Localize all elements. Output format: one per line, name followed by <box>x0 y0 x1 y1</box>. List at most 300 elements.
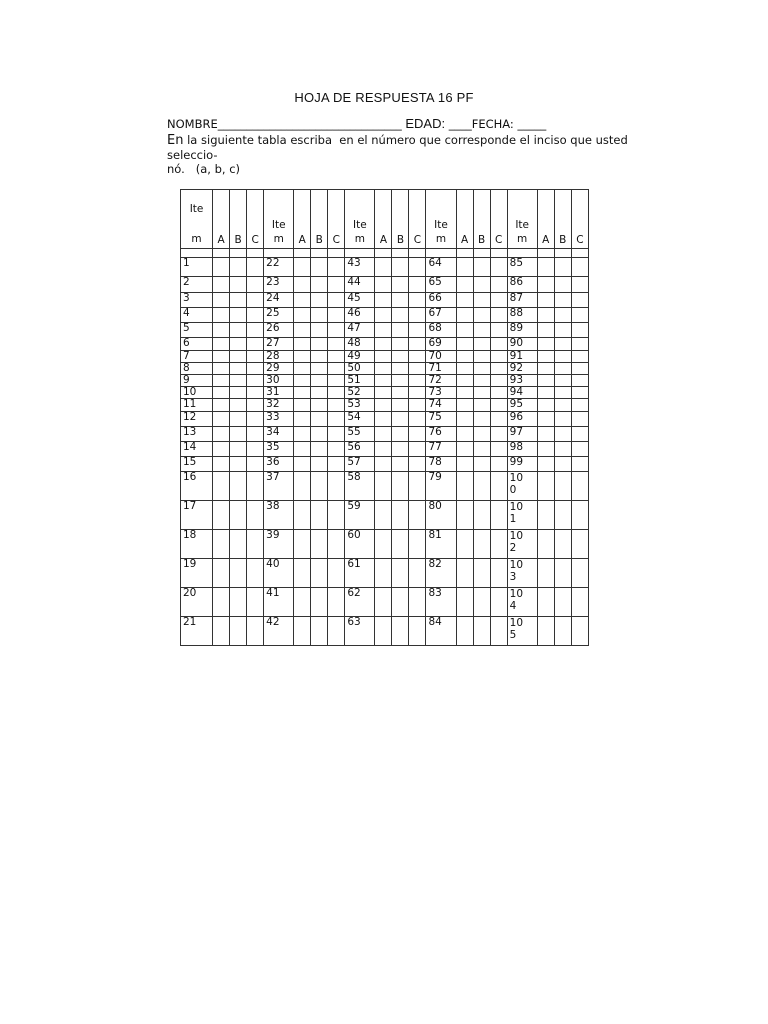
answer-cell-b[interactable] <box>230 530 247 559</box>
answer-cell-a[interactable] <box>213 351 230 363</box>
answer-cell-a[interactable] <box>375 501 392 530</box>
answer-cell-c[interactable] <box>409 427 426 442</box>
answer-cell-a[interactable] <box>537 323 554 338</box>
answer-cell-a[interactable] <box>537 588 554 617</box>
answer-cell-a[interactable] <box>456 363 473 375</box>
answer-cell-b[interactable] <box>311 427 328 442</box>
answer-cell-b[interactable] <box>392 472 409 501</box>
answer-cell-c[interactable] <box>571 501 588 530</box>
answer-cell-a[interactable] <box>294 617 311 646</box>
answer-cell-b[interactable] <box>554 258 571 277</box>
answer-cell-b[interactable] <box>554 308 571 323</box>
answer-cell-a[interactable] <box>456 412 473 427</box>
answer-cell-c[interactable] <box>490 427 507 442</box>
answer-cell-a[interactable] <box>456 617 473 646</box>
answer-cell-b[interactable] <box>230 375 247 387</box>
answer-cell-b[interactable] <box>392 277 409 293</box>
answer-cell-b[interactable] <box>392 412 409 427</box>
answer-cell-c[interactable] <box>571 375 588 387</box>
answer-cell-b[interactable] <box>311 457 328 472</box>
answer-cell-a[interactable] <box>294 412 311 427</box>
answer-cell-a[interactable] <box>456 427 473 442</box>
answer-cell-b[interactable] <box>392 501 409 530</box>
answer-cell-b[interactable] <box>554 363 571 375</box>
answer-cell-b[interactable] <box>554 399 571 412</box>
answer-cell-a[interactable] <box>213 399 230 412</box>
answer-cell-c[interactable] <box>409 559 426 588</box>
answer-cell-b[interactable] <box>230 472 247 501</box>
answer-cell-b[interactable] <box>473 323 490 338</box>
answer-cell-a[interactable] <box>213 308 230 323</box>
answer-cell-b[interactable] <box>554 277 571 293</box>
answer-cell-c[interactable] <box>328 588 345 617</box>
answer-cell-b[interactable] <box>473 588 490 617</box>
answer-cell-a[interactable] <box>294 375 311 387</box>
answer-cell-a[interactable] <box>456 323 473 338</box>
answer-cell-b[interactable] <box>473 399 490 412</box>
answer-cell-c[interactable] <box>247 412 264 427</box>
answer-cell-a[interactable] <box>213 375 230 387</box>
answer-cell-a[interactable] <box>537 501 554 530</box>
answer-cell-c[interactable] <box>328 387 345 399</box>
answer-cell-c[interactable] <box>328 457 345 472</box>
answer-cell-b[interactable] <box>311 399 328 412</box>
answer-cell-c[interactable] <box>409 387 426 399</box>
answer-cell-a[interactable] <box>537 427 554 442</box>
answer-cell-c[interactable] <box>247 457 264 472</box>
answer-cell-c[interactable] <box>328 442 345 457</box>
answer-cell-b[interactable] <box>473 308 490 323</box>
answer-cell-a[interactable] <box>456 588 473 617</box>
answer-cell-c[interactable] <box>409 293 426 308</box>
answer-cell-a[interactable] <box>213 472 230 501</box>
answer-cell-a[interactable] <box>213 457 230 472</box>
answer-cell-a[interactable] <box>375 351 392 363</box>
answer-cell-b[interactable] <box>473 472 490 501</box>
answer-cell-b[interactable] <box>392 351 409 363</box>
answer-cell-a[interactable] <box>213 588 230 617</box>
answer-cell-b[interactable] <box>554 427 571 442</box>
answer-cell-a[interactable] <box>375 399 392 412</box>
answer-cell-b[interactable] <box>311 308 328 323</box>
answer-cell-c[interactable] <box>571 530 588 559</box>
answer-cell-a[interactable] <box>375 387 392 399</box>
answer-cell-b[interactable] <box>392 559 409 588</box>
answer-cell-a[interactable] <box>294 323 311 338</box>
answer-cell-a[interactable] <box>537 472 554 501</box>
answer-cell-c[interactable] <box>328 308 345 323</box>
answer-cell-c[interactable] <box>409 530 426 559</box>
answer-cell-b[interactable] <box>230 457 247 472</box>
answer-cell-c[interactable] <box>490 258 507 277</box>
answer-cell-a[interactable] <box>537 293 554 308</box>
answer-cell-c[interactable] <box>328 293 345 308</box>
answer-cell-b[interactable] <box>311 501 328 530</box>
answer-cell-b[interactable] <box>554 530 571 559</box>
answer-cell-a[interactable] <box>375 293 392 308</box>
answer-cell-a[interactable] <box>456 457 473 472</box>
answer-cell-b[interactable] <box>554 338 571 351</box>
answer-cell-a[interactable] <box>456 472 473 501</box>
answer-cell-a[interactable] <box>294 559 311 588</box>
answer-cell-c[interactable] <box>328 412 345 427</box>
answer-cell-b[interactable] <box>392 308 409 323</box>
answer-cell-c[interactable] <box>490 323 507 338</box>
answer-cell-a[interactable] <box>375 457 392 472</box>
answer-cell-c[interactable] <box>571 293 588 308</box>
answer-cell-b[interactable] <box>392 399 409 412</box>
answer-cell-c[interactable] <box>247 442 264 457</box>
answer-cell-b[interactable] <box>392 363 409 375</box>
answer-cell-c[interactable] <box>571 588 588 617</box>
answer-cell-b[interactable] <box>473 457 490 472</box>
answer-cell-b[interactable] <box>230 442 247 457</box>
answer-cell-a[interactable] <box>213 617 230 646</box>
answer-cell-a[interactable] <box>213 293 230 308</box>
answer-cell-a[interactable] <box>375 258 392 277</box>
answer-cell-c[interactable] <box>571 617 588 646</box>
answer-cell-b[interactable] <box>473 338 490 351</box>
answer-cell-a[interactable] <box>537 363 554 375</box>
answer-cell-c[interactable] <box>328 530 345 559</box>
answer-cell-b[interactable] <box>554 472 571 501</box>
answer-cell-a[interactable] <box>375 588 392 617</box>
answer-cell-c[interactable] <box>328 472 345 501</box>
answer-cell-b[interactable] <box>392 323 409 338</box>
answer-cell-b[interactable] <box>473 363 490 375</box>
answer-cell-c[interactable] <box>247 559 264 588</box>
answer-cell-c[interactable] <box>247 530 264 559</box>
answer-cell-c[interactable] <box>247 501 264 530</box>
answer-cell-b[interactable] <box>473 258 490 277</box>
answer-cell-a[interactable] <box>213 338 230 351</box>
answer-cell-b[interactable] <box>554 442 571 457</box>
answer-cell-a[interactable] <box>456 442 473 457</box>
answer-cell-c[interactable] <box>328 427 345 442</box>
answer-cell-a[interactable] <box>537 617 554 646</box>
answer-cell-c[interactable] <box>490 375 507 387</box>
answer-cell-a[interactable] <box>537 530 554 559</box>
answer-cell-c[interactable] <box>247 387 264 399</box>
answer-cell-c[interactable] <box>328 338 345 351</box>
answer-cell-c[interactable] <box>490 363 507 375</box>
answer-cell-c[interactable] <box>247 308 264 323</box>
answer-cell-c[interactable] <box>328 399 345 412</box>
answer-cell-c[interactable] <box>409 308 426 323</box>
answer-cell-c[interactable] <box>409 617 426 646</box>
answer-cell-b[interactable] <box>230 293 247 308</box>
answer-cell-c[interactable] <box>328 351 345 363</box>
answer-cell-b[interactable] <box>473 427 490 442</box>
answer-cell-c[interactable] <box>247 399 264 412</box>
answer-cell-b[interactable] <box>392 375 409 387</box>
answer-cell-b[interactable] <box>311 363 328 375</box>
answer-cell-c[interactable] <box>247 363 264 375</box>
answer-cell-b[interactable] <box>230 323 247 338</box>
answer-cell-a[interactable] <box>294 293 311 308</box>
answer-cell-a[interactable] <box>375 375 392 387</box>
answer-cell-c[interactable] <box>571 351 588 363</box>
answer-cell-c[interactable] <box>571 457 588 472</box>
answer-cell-a[interactable] <box>456 258 473 277</box>
answer-cell-a[interactable] <box>537 387 554 399</box>
answer-cell-a[interactable] <box>213 501 230 530</box>
answer-cell-a[interactable] <box>213 277 230 293</box>
answer-cell-b[interactable] <box>230 427 247 442</box>
answer-cell-c[interactable] <box>571 427 588 442</box>
answer-cell-b[interactable] <box>392 530 409 559</box>
answer-cell-b[interactable] <box>473 375 490 387</box>
answer-cell-c[interactable] <box>409 588 426 617</box>
answer-cell-b[interactable] <box>392 387 409 399</box>
answer-cell-c[interactable] <box>571 323 588 338</box>
answer-cell-c[interactable] <box>571 308 588 323</box>
answer-cell-b[interactable] <box>311 617 328 646</box>
answer-cell-c[interactable] <box>571 442 588 457</box>
answer-cell-c[interactable] <box>490 530 507 559</box>
answer-cell-a[interactable] <box>294 530 311 559</box>
answer-cell-a[interactable] <box>456 399 473 412</box>
answer-cell-c[interactable] <box>571 559 588 588</box>
answer-cell-c[interactable] <box>571 258 588 277</box>
answer-cell-b[interactable] <box>230 308 247 323</box>
answer-cell-a[interactable] <box>537 308 554 323</box>
answer-cell-b[interactable] <box>554 323 571 338</box>
answer-cell-b[interactable] <box>554 501 571 530</box>
answer-cell-a[interactable] <box>375 617 392 646</box>
answer-cell-c[interactable] <box>490 308 507 323</box>
answer-cell-c[interactable] <box>247 277 264 293</box>
answer-cell-b[interactable] <box>392 617 409 646</box>
answer-cell-c[interactable] <box>409 412 426 427</box>
answer-cell-b[interactable] <box>554 293 571 308</box>
answer-cell-c[interactable] <box>490 351 507 363</box>
answer-cell-b[interactable] <box>392 293 409 308</box>
answer-cell-c[interactable] <box>490 588 507 617</box>
answer-cell-b[interactable] <box>473 617 490 646</box>
answer-cell-b[interactable] <box>311 338 328 351</box>
answer-cell-b[interactable] <box>230 399 247 412</box>
answer-cell-b[interactable] <box>311 375 328 387</box>
answer-cell-c[interactable] <box>328 258 345 277</box>
answer-cell-a[interactable] <box>294 308 311 323</box>
answer-cell-c[interactable] <box>490 501 507 530</box>
answer-cell-c[interactable] <box>490 293 507 308</box>
answer-cell-b[interactable] <box>230 501 247 530</box>
answer-cell-b[interactable] <box>311 442 328 457</box>
answer-cell-a[interactable] <box>213 412 230 427</box>
answer-cell-a[interactable] <box>213 387 230 399</box>
answer-cell-b[interactable] <box>230 617 247 646</box>
answer-cell-a[interactable] <box>294 588 311 617</box>
answer-cell-a[interactable] <box>294 472 311 501</box>
answer-cell-a[interactable] <box>537 457 554 472</box>
answer-cell-b[interactable] <box>473 412 490 427</box>
answer-cell-b[interactable] <box>392 588 409 617</box>
answer-cell-c[interactable] <box>571 387 588 399</box>
answer-cell-a[interactable] <box>375 308 392 323</box>
answer-cell-a[interactable] <box>375 442 392 457</box>
answer-cell-a[interactable] <box>375 277 392 293</box>
answer-cell-c[interactable] <box>328 617 345 646</box>
answer-cell-c[interactable] <box>490 457 507 472</box>
answer-cell-b[interactable] <box>230 258 247 277</box>
answer-cell-a[interactable] <box>456 387 473 399</box>
answer-cell-a[interactable] <box>294 351 311 363</box>
answer-cell-b[interactable] <box>554 457 571 472</box>
answer-cell-c[interactable] <box>247 472 264 501</box>
answer-cell-a[interactable] <box>456 293 473 308</box>
answer-cell-b[interactable] <box>554 387 571 399</box>
answer-cell-c[interactable] <box>490 387 507 399</box>
answer-cell-a[interactable] <box>294 442 311 457</box>
answer-cell-b[interactable] <box>554 375 571 387</box>
answer-cell-a[interactable] <box>375 530 392 559</box>
answer-cell-a[interactable] <box>213 323 230 338</box>
answer-cell-b[interactable] <box>230 588 247 617</box>
answer-cell-b[interactable] <box>230 387 247 399</box>
answer-cell-a[interactable] <box>537 559 554 588</box>
answer-cell-a[interactable] <box>294 338 311 351</box>
answer-cell-b[interactable] <box>311 277 328 293</box>
answer-cell-a[interactable] <box>537 375 554 387</box>
answer-cell-c[interactable] <box>571 399 588 412</box>
answer-cell-a[interactable] <box>456 338 473 351</box>
answer-cell-c[interactable] <box>328 375 345 387</box>
answer-cell-c[interactable] <box>409 457 426 472</box>
answer-cell-a[interactable] <box>213 530 230 559</box>
answer-cell-a[interactable] <box>456 501 473 530</box>
answer-cell-b[interactable] <box>230 559 247 588</box>
answer-cell-c[interactable] <box>409 258 426 277</box>
answer-cell-c[interactable] <box>409 472 426 501</box>
answer-cell-a[interactable] <box>213 559 230 588</box>
answer-cell-c[interactable] <box>328 323 345 338</box>
answer-cell-b[interactable] <box>554 617 571 646</box>
answer-cell-a[interactable] <box>294 363 311 375</box>
answer-cell-b[interactable] <box>392 258 409 277</box>
answer-cell-c[interactable] <box>409 399 426 412</box>
answer-cell-a[interactable] <box>294 427 311 442</box>
answer-cell-a[interactable] <box>537 277 554 293</box>
answer-cell-b[interactable] <box>392 427 409 442</box>
answer-cell-a[interactable] <box>213 427 230 442</box>
answer-cell-c[interactable] <box>247 427 264 442</box>
answer-cell-a[interactable] <box>213 442 230 457</box>
answer-cell-b[interactable] <box>230 351 247 363</box>
answer-cell-b[interactable] <box>473 559 490 588</box>
answer-cell-c[interactable] <box>247 351 264 363</box>
answer-cell-c[interactable] <box>328 277 345 293</box>
answer-cell-c[interactable] <box>247 375 264 387</box>
answer-cell-b[interactable] <box>311 293 328 308</box>
answer-cell-a[interactable] <box>537 258 554 277</box>
answer-cell-a[interactable] <box>213 363 230 375</box>
answer-cell-a[interactable] <box>537 338 554 351</box>
answer-cell-b[interactable] <box>473 501 490 530</box>
answer-cell-b[interactable] <box>311 472 328 501</box>
answer-cell-c[interactable] <box>571 338 588 351</box>
answer-cell-c[interactable] <box>490 412 507 427</box>
answer-cell-a[interactable] <box>375 323 392 338</box>
answer-cell-b[interactable] <box>554 351 571 363</box>
answer-cell-b[interactable] <box>473 442 490 457</box>
answer-cell-b[interactable] <box>473 351 490 363</box>
answer-cell-c[interactable] <box>490 338 507 351</box>
answer-cell-c[interactable] <box>409 442 426 457</box>
answer-cell-c[interactable] <box>328 501 345 530</box>
answer-cell-c[interactable] <box>571 472 588 501</box>
answer-cell-c[interactable] <box>490 472 507 501</box>
answer-cell-a[interactable] <box>375 472 392 501</box>
answer-cell-c[interactable] <box>409 338 426 351</box>
answer-cell-c[interactable] <box>490 559 507 588</box>
answer-cell-b[interactable] <box>311 387 328 399</box>
answer-cell-a[interactable] <box>456 277 473 293</box>
answer-cell-b[interactable] <box>230 338 247 351</box>
answer-cell-b[interactable] <box>311 412 328 427</box>
answer-cell-c[interactable] <box>328 559 345 588</box>
answer-cell-c[interactable] <box>409 501 426 530</box>
answer-cell-c[interactable] <box>328 363 345 375</box>
answer-cell-a[interactable] <box>456 351 473 363</box>
answer-cell-b[interactable] <box>230 277 247 293</box>
answer-cell-c[interactable] <box>247 588 264 617</box>
answer-cell-c[interactable] <box>490 399 507 412</box>
answer-cell-b[interactable] <box>311 559 328 588</box>
answer-cell-b[interactable] <box>554 412 571 427</box>
answer-cell-c[interactable] <box>409 323 426 338</box>
answer-cell-a[interactable] <box>375 338 392 351</box>
answer-cell-a[interactable] <box>375 559 392 588</box>
answer-cell-a[interactable] <box>537 412 554 427</box>
answer-cell-a[interactable] <box>375 427 392 442</box>
answer-cell-c[interactable] <box>247 617 264 646</box>
answer-cell-a[interactable] <box>537 442 554 457</box>
answer-cell-b[interactable] <box>311 258 328 277</box>
answer-cell-c[interactable] <box>571 363 588 375</box>
answer-cell-c[interactable] <box>409 375 426 387</box>
answer-cell-c[interactable] <box>490 277 507 293</box>
answer-cell-b[interactable] <box>392 338 409 351</box>
answer-cell-a[interactable] <box>375 363 392 375</box>
answer-cell-a[interactable] <box>456 559 473 588</box>
answer-cell-a[interactable] <box>294 501 311 530</box>
answer-cell-b[interactable] <box>473 530 490 559</box>
answer-cell-a[interactable] <box>537 399 554 412</box>
answer-cell-c[interactable] <box>490 617 507 646</box>
answer-cell-b[interactable] <box>230 412 247 427</box>
answer-cell-c[interactable] <box>571 412 588 427</box>
answer-cell-b[interactable] <box>311 323 328 338</box>
answer-cell-b[interactable] <box>392 457 409 472</box>
answer-cell-b[interactable] <box>473 277 490 293</box>
answer-cell-a[interactable] <box>456 530 473 559</box>
answer-cell-b[interactable] <box>311 588 328 617</box>
answer-cell-a[interactable] <box>375 412 392 427</box>
answer-cell-b[interactable] <box>230 363 247 375</box>
answer-cell-a[interactable] <box>456 308 473 323</box>
answer-cell-a[interactable] <box>294 399 311 412</box>
answer-cell-b[interactable] <box>554 588 571 617</box>
answer-cell-c[interactable] <box>571 277 588 293</box>
answer-cell-c[interactable] <box>409 351 426 363</box>
answer-cell-c[interactable] <box>409 363 426 375</box>
answer-cell-a[interactable] <box>537 351 554 363</box>
answer-cell-b[interactable] <box>473 387 490 399</box>
answer-cell-c[interactable] <box>490 442 507 457</box>
answer-cell-a[interactable] <box>294 277 311 293</box>
